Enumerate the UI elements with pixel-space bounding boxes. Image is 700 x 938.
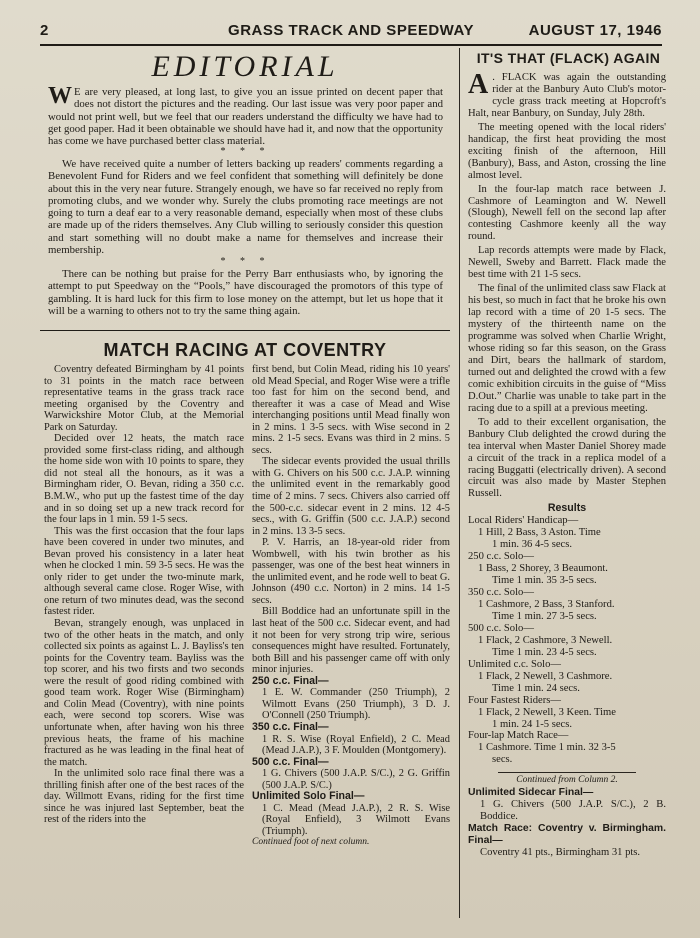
publication-title: GRASS TRACK AND SPEEDWAY: [228, 22, 474, 39]
article-paragraph: Bevan, strangely enough, was unplaced in two of the other heats in the match, and only collected six points as against L. J. Bayliss's ten points for the Coventry team. Bayliss was the top scorer, and his two firsts and two seconds were the result of good riding combined with good team work. Roger Wise (Birmingham) and Colin Mead (Coventry), with nine points each, were second top scorers. Wise was unfortunate when, after having won his three previous heats, the frame of his machine fractured as he was leading in the final heat of the match.: [44, 618, 244, 768]
result-line: Time 1 min. 27 3-5 secs.: [492, 610, 597, 622]
continued-note: Continued foot of next column.: [252, 837, 370, 848]
result-event: Four-lap Match Race—: [468, 730, 569, 742]
article-column-3: [468, 69, 666, 859]
article-paragraph: The meeting opened with the local riders' handicap, the first heat providing the most exciting finish of the afternoon, Hill (Banbury), Bass, and Aston, crossing the line almost level.: [468, 121, 666, 181]
result-heading: Unlimited Solo Final—: [252, 790, 365, 803]
article-column-1: [44, 364, 244, 826]
result-line: 1 Bass, 2 Shorey, 3 Beaumont.: [478, 563, 608, 575]
result-line: 1 Cashmore, 2 Bass, 3 Stanford.: [478, 598, 615, 610]
result-line: Time 1 min. 23 4-5 secs.: [492, 646, 597, 658]
result-event: 250 c.c. Solo—: [468, 551, 534, 563]
article-paragraph: To add to their excellent organisation, the Banbury Club delighted the crowd during the tea interval when Master Daniel Shorey made a circuit of the track in a replica model of a racing Buggatti (electrically driven). A second circuit was also made by Master Stephen Russell.: [468, 416, 666, 500]
result-line: 1 Flack, 2 Newell, 3 Keen. Time: [478, 706, 616, 718]
drop-cap: W: [48, 83, 72, 109]
section-rule: [40, 330, 450, 331]
result-line: 1 Flack, 2 Newell, 3 Cashmore.: [478, 670, 613, 682]
result-text: Coventry 41 pts., Birmingham 31 pts.: [480, 847, 641, 859]
result-event: 350 c.c. Solo—: [468, 587, 534, 599]
article-paragraph: Decided over 12 heats, the match race provided some first-class riding, and although the home side won with 10 points to spare, they did not steal all the honours, as it was a Birmingham rider, O. Bevan, riding a 350 c.c. B.M.W., who put up the fastest time of the day and in so doing set up a new track record for the four laps in 1 min. 59 1-5 secs.: [44, 433, 244, 526]
results-heading: Results: [547, 502, 587, 515]
result-text: 1 G. Chivers (500 J.A.P. S/C.), 2 B. Boddice.: [480, 799, 666, 823]
section-separator: * * *: [220, 146, 271, 157]
result-text: 1 G. Chivers (500 J.A.P. S/C.), 2 G. Griffin (500 J.A.P. S/C.): [262, 768, 450, 791]
result-line: 1 Cashmore. Time 1 min. 32 3-5: [478, 742, 616, 754]
result-line: 1 Flack, 2 Cashmore, 3 Newell.: [478, 634, 613, 646]
result-heading: 250 c.c. Final—: [252, 674, 329, 687]
result-heading: 500 c.c. Final—: [252, 755, 329, 768]
article-paragraph: The sidecar events provided the usual thrills with G. Chivers on his 500 c.c. J.A.P. winning the unlimited event in the remarkably good time of 2 mins. 7 secs. Chivers also carried off the 500-c.c. sidecar event in 2 mins. 12 4-5 secs., with G. Griffin (500 c.c. J.A.P.) second in 2 mins. 13 3-5 secs.: [252, 456, 450, 537]
article-paragraph: Lap records attempts were made by Flack, Newell, Sweby and Barrett. Flack made the best time with 21 1-5 secs.: [468, 245, 666, 281]
result-line: Time 1 min. 24 secs.: [492, 682, 580, 694]
result-event: Unlimited c.c. Solo—: [468, 658, 561, 670]
article-paragraph: The final of the unlimited class saw Flack at his best, so much in fact that he broke his own lap record with a time of 20 1-5 secs. The mystery of the thirteenth name on the programme was solved when Charlie Wright, whose riding so far this season, on the Grass and Dirt, bears the hallmark of stardom, turned out and delighted the crowd with a few comic exhibition circuits in the guise of “Miss D.Out.” Charlie was unable to take part in the racing due to a spill at a previous meeting.: [468, 283, 666, 414]
issue-date: AUGUST 17, 1946: [528, 22, 662, 39]
result-event: Local Riders' Handicap—: [468, 515, 579, 527]
result-heading: Unlimited Sidecar Final—: [468, 787, 594, 799]
result-line: 1 min. 24 1-5 secs.: [492, 718, 573, 730]
article-paragraph: Bill Boddice had an unfortunate spill in the last heat of the 500 c.c. Sidecar event, and had it not been for very strong trip wire, serious consequences might have resulted. Fortunately, both Bill and his passenger came off with only minor injuries.: [252, 606, 450, 676]
result-line: secs.: [492, 754, 513, 766]
article-paragraph: This was the first occasion that the four laps have been covered in under two minutes, and Bevan proved his consistency in a later heat when he clocked 1 min. 59 3-5 secs. He was the only rider to get under the two-minute mark, although several came close. Roger Wise, with one return of two minutes dead, was the second fastest rider.: [44, 525, 244, 618]
editorial-heading: EDITORIAL: [151, 50, 339, 83]
result-text: 1 E. W. Commander (250 Triumph), 2 Wilmott Evans (250 Triumph), 3 D. J. O'Connell (250 Triumph).: [262, 687, 450, 722]
result-heading: 350 c.c. Final—: [252, 720, 329, 733]
article-paragraph: In the four-lap match race between J. Cashmore of Leamington and W. Newell (Slough), Newell fell on the second lap after contesting Cashmore keenly all the way round.: [468, 183, 666, 243]
result-text: 1 C. Mead (Mead J.A.P.), 2 R. S. Wise (Royal Enfield), 3 Wilmott Evans (Triumph).: [262, 802, 450, 837]
result-event: Four Fastest Riders—: [468, 694, 561, 706]
article-paragraph: Coventry defeated Birmingham by 41 points to 31 points in the match race between representative teams in the grass track race meeting organised by the Coventry and Warwickshire Motor Club, at the Memorial Park on Saturday.: [44, 364, 244, 433]
result-text: 1 R. S. Wise (Royal Enfield), 2 C. Mead (Mead J.A.P.), 3 F. Moulden (Montgomery).: [262, 733, 450, 757]
result-line: 1 min. 36 4-5 secs.: [492, 539, 573, 551]
page-number: 2: [40, 22, 49, 39]
article-paragraph: first bend, but Colin Mead, riding his 10 years' old Mead Special, and Roger Wise were a trifle too fast for him on the second bend, and thereafter it was a case of Mead and Wise interchanging positions until Mead finally won in 2 mins. 1 3-5 secs. with Wise second in 2 mins. 2 1-5 secs. Evans was third in 2 mins. 5 secs.: [252, 364, 450, 456]
article-paragraph: P. V. Harris, an 18-year-old rider from Wombwell, with his twin brother as his passenger, was one of the best heat winners in the unlimited event, and he rode well to beat G. Johnson (490 c.c. Norton) in 2 mins. 14 1-5 secs.: [252, 537, 450, 606]
section-separator: * * *: [220, 256, 271, 267]
drop-cap: A: [468, 69, 489, 100]
result-line: Time 1 min. 35 3-5 secs.: [492, 575, 597, 587]
editorial-paragraph-text: E are very pleased, at long last, to give you an issue printed on decent paper that does not distort the pictures and the reading. Our last issue was very poor paper and would not print well, but we feel that our readers understand the difficulty we have had to get good paper. Had it been obtainable we should have had it, and now that the opportunity has come we have purchased better class material.: [48, 86, 443, 148]
article-paragraph: In the unlimited solo race final there was a thrilling finish after one of the best races of the day. Willmott Evans, riding for the first time since he was injured last September, beat the rest of the riders into the: [44, 768, 244, 826]
page-header: [40, 20, 662, 46]
editorial-paragraph: [48, 83, 443, 148]
column-divider: [459, 48, 460, 918]
flack-heading: IT'S THAT (FLACK) AGAIN: [476, 50, 661, 66]
article-paragraph-text: . FLACK was again the outstanding rider at the Banbury Auto Club's motor-cycle grass track meeting at Hopcroft's Halt, near Banbury, on Sunday, July 28th.: [468, 72, 666, 119]
result-heading: Match Race: Coventry v. Birmingham. Final—: [468, 823, 666, 847]
result-event: 500 c.c. Solo—: [468, 622, 534, 634]
result-line: 1 Hill, 2 Bass, 3 Aston. Time: [478, 527, 601, 539]
match-racing-heading: MATCH RACING AT COVENTRY: [103, 340, 387, 360]
article-paragraph: [468, 69, 666, 120]
editorial-paragraph: We have received quite a number of letters backing up readers' comments regarding a Benevolent Fund for Riders and we feel confident that something will definitely be done about this in the very near future. Strangely enough, we have so far received no reply from promoting clubs, and we wonder why. Surely the clubs promoting race meetings are not going to turn a deaf ear to a very reasonable demand, especially when most of these clubs are made up of the riders themselves. Any Club willing to seriously consider this question and start something will no doubt make a name for themselves and increase their membership.: [48, 158, 443, 257]
continued-from-note: Continued from Column 2.: [498, 772, 636, 787]
editorial-paragraph: There can be nothing but praise for the Perry Barr enthusiasts who, by ignoring the attempt to put Speedway on the “Pools,” have discouraged the promotors of this type of gambling. It is hard luck for this firm to lose money on the attempt, but let us hope that it will be a warning to others not to try the same thing again.: [48, 268, 443, 317]
article-column-2: [252, 364, 450, 849]
